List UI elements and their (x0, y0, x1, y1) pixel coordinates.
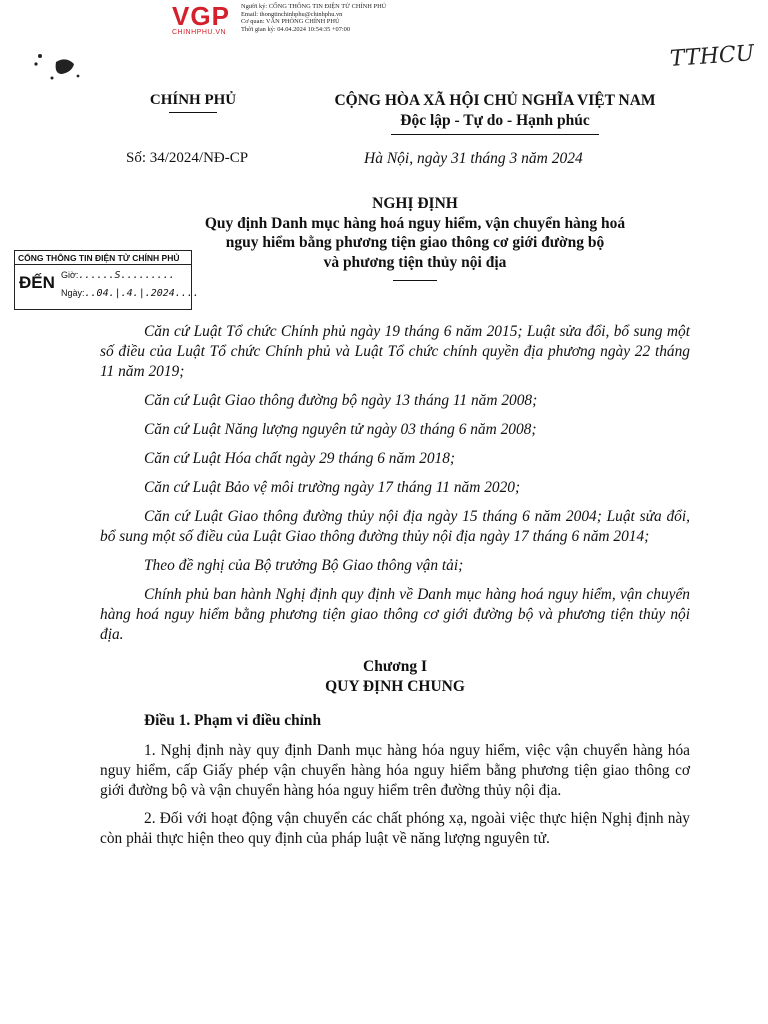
motto-underline (391, 134, 599, 135)
signer-line: Người ký: CỔNG THÔNG TIN ĐIỆN TỬ CHÍNH PHỦ (241, 3, 387, 10)
basis-paragraph: Căn cứ Luật Hóa chất ngày 29 tháng 6 năm 2018; (144, 450, 456, 467)
basis-paragraph: Căn cứ Luật Tổ chức Chính phủ ngày 19 tháng 6 năm 2015; Luật sửa đổi, bổ sung một số điều của Luật Tổ chức Chính phủ và Luật Tổ chức chính quyền địa phương ngày 22 tháng 11 năm 2019; (100, 323, 690, 380)
chapter-heading (100, 657, 690, 697)
clause-paragraph: 2. Đối với hoạt động vận chuyển các chất phóng xạ, ngoài việc thực hiện Nghị định này còn phải thực hiện theo quy định của pháp luật về năng lượng nguyên tử. (100, 810, 690, 847)
article-clauses (100, 741, 690, 849)
signer-email-line: Email: thongtinchinhphu@chinhphu.vn (241, 10, 343, 18)
basis-paragraph: Theo đề nghị của Bộ trưởng Bộ Giao thông vận tải; (144, 557, 464, 574)
stamp-date-value: ..04.|.4.|.2024.... (84, 288, 199, 299)
document-number: Số: 34/2024/NĐ-CP (126, 150, 249, 166)
stamp-hour-value: ......S......... (78, 270, 175, 281)
basis-paragraph: Căn cứ Luật Năng lượng nguyên tử ngày 03 tháng 6 năm 2008; (144, 421, 537, 438)
stamp-date-label: Ngày: (61, 288, 85, 298)
legal-basis (100, 322, 690, 645)
basis-paragraph: Căn cứ Luật Giao thông đường bộ ngày 13 tháng 11 năm 2008; (144, 392, 538, 409)
national-title-block (300, 92, 690, 135)
incoming-stamp (14, 250, 199, 310)
signing-time-line: Thời gian ký: 04.04.2024 10:54:35 +07:00 (241, 25, 351, 33)
basis-paragraph: Chính phủ ban hành Nghị định quy định về Danh mục hàng hoá nguy hiểm, vận chuyển hàng hoá nguy hiểm bằng phương tiện giao thông cơ giới đường bộ và phương tiện thủy nội địa. (100, 586, 690, 643)
handwritten-note: TTHCU (668, 41, 755, 72)
title-line-1: Quy định Danh mục hàng hoá nguy hiểm, vận chuyển hàng hoá (204, 214, 626, 232)
country-name: CỘNG HÒA XÃ HỘI CHỦ NGHĨA VIỆT NAM (334, 92, 656, 109)
place-date: Hà Nội, ngày 31 tháng 3 năm 2024 (364, 150, 583, 167)
stamp-date (61, 288, 199, 299)
chapter-name: QUY ĐỊNH CHUNG (325, 678, 465, 695)
vgp-logo (172, 2, 246, 38)
issuer-underline (169, 112, 217, 113)
national-motto: Độc lập - Tự do - Hạnh phúc (400, 112, 590, 129)
chapter-number: Chương I (363, 658, 427, 675)
article-heading: Điều 1. Phạm vi điều chỉnh (144, 712, 322, 729)
title-underline (393, 280, 437, 281)
stamp-label: ĐẾN (19, 273, 55, 292)
signer-agency-line: Cơ quan: VĂN PHÒNG CHÍNH PHỦ (241, 18, 340, 26)
stamp-org: CỔNG THÔNG TIN ĐIỆN TỬ CHÍNH PHỦ (15, 251, 191, 265)
title-line-2: nguy hiểm bằng phương tiện giao thông cơ giới đường bộ (225, 234, 605, 251)
issuer-name: CHÍNH PHỦ (149, 92, 237, 108)
basis-paragraph: Căn cứ Luật Giao thông đường thủy nội địa ngày 15 tháng 6 năm 2004; Luật sửa đổi, bổ sung một số điều của Luật Giao thông đường thủy nội địa ngày 17 tháng 6 năm 2014; (100, 508, 690, 545)
logo-text: VGP (172, 1, 230, 31)
stamp-hour (61, 270, 175, 281)
clause-paragraph: 1. Nghị định này quy định Danh mục hàng hóa nguy hiểm, việc vận chuyển hàng hóa nguy hiểm, cấp Giấy phép vận chuyển hàng hóa nguy hiểm bằng phương tiện giao thông cơ giới đường bộ và vận chuyển hàng hóa nguy hiểm trên đường thủy nội địa. (100, 742, 690, 799)
digital-signature-info (241, 3, 386, 33)
document-body (100, 322, 690, 857)
logo-subtext: CHINHPHU.VN (172, 29, 227, 36)
document-type: NGHỊ ĐỊNH (372, 195, 458, 212)
ink-mark-icon (30, 48, 84, 88)
document-title-block (120, 194, 710, 281)
title-line-3: và phương tiện thủy nội địa (323, 253, 507, 271)
stamp-hour-label: Giờ: (61, 270, 79, 280)
basis-paragraph: Căn cứ Luật Bảo vệ môi trường ngày 17 tháng 11 năm 2020; (144, 479, 521, 496)
issuer-block (118, 92, 268, 113)
